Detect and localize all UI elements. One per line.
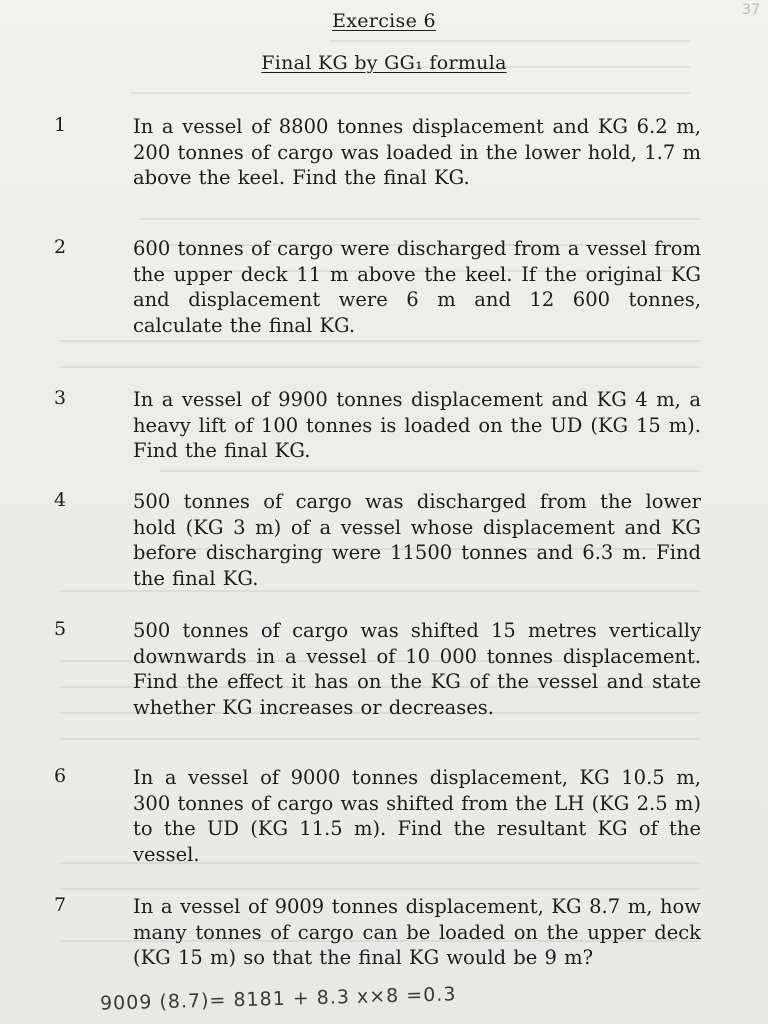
exercise-text: In a vessel of 9900 tonnes displacement and KG 4 m, a heavy lift of 100 tonnes is loaded on the UD (KG 15 m). Find the final KG.: [133, 388, 701, 462]
exercise-text: 600 tonnes of cargo were discharged from a vessel from the upper deck 11 m above the keel. If the original KG and displacement were 6 m and 12 600 tonnes, calculate the final KG.: [133, 237, 701, 337]
exercise-subtitle: [0, 52, 768, 74]
exercise-text: 500 tonnes of cargo was discharged from the lower hold (KG 3 m) of a vessel whose displacement and KG before discharging were 11500 tonnes and 6.3 m. Find the final KG.: [133, 490, 701, 590]
exercise-title-text: Exercise 6: [332, 10, 436, 32]
exercise-text: In a vessel of 9000 tonnes displacement, KG 10.5 m, 300 tonnes of cargo was shifted from the LH (KG 2.5 m) to the UD (KG 11.5 m). Find the resultant KG of the vessel.: [133, 766, 701, 866]
exercise-text: In a vessel of 9009 tonnes displacement, KG 8.7 m, how many tonnes of cargo can be loaded on the upper deck (KG 15 m) so that the final KG would be 9 m?: [133, 895, 701, 969]
exercise-number: 2: [54, 236, 67, 258]
exercise-number: 4: [54, 489, 67, 511]
page-mark: 37: [742, 2, 760, 18]
exercise-number: 5: [54, 618, 67, 640]
exercise-number: 7: [54, 894, 67, 916]
handwritten-calculation: 9009 (8.7)= 8181 + 8.3 x×8 =0.3: [99, 983, 457, 1015]
exercise-title: [0, 10, 768, 32]
exercise-text: In a vessel of 8800 tonnes displacement and KG 6.2 m, 200 tonnes of cargo was loaded in the lower hold, 1.7 m above the keel. Find the final KG.: [133, 115, 701, 189]
exercise-number: 1: [54, 114, 67, 136]
exercise-number: 6: [54, 765, 67, 787]
exercise-subtitle-text: Final KG by GG₁ formula: [261, 52, 507, 74]
exercise-number: 3: [54, 387, 67, 409]
exercise-text: 500 tonnes of cargo was shifted 15 metres vertically downwards in a vessel of 10 000 tonnes displacement. Find the effect it has on the KG of the vessel and state whether KG increases or decreases.: [133, 619, 701, 719]
